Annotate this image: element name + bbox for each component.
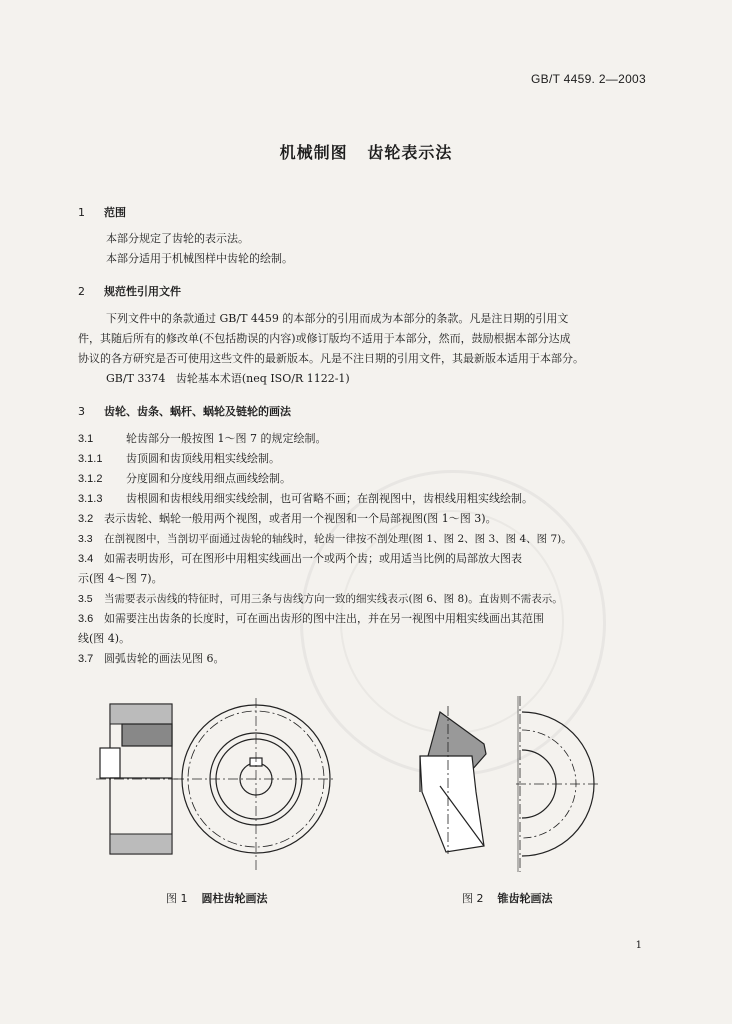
gear-tooth-section xyxy=(122,724,172,746)
clause-number: 3.7 xyxy=(78,653,94,665)
figure-number: 图 2 xyxy=(462,892,484,905)
clause xyxy=(78,589,658,609)
clause xyxy=(78,429,658,449)
standard-code: GB/T 4459. 2—2003 xyxy=(531,72,646,86)
clause-number: 3.1.3 xyxy=(78,493,103,505)
gear-hub-left xyxy=(100,748,120,778)
clause-text: 表示齿轮、蜗轮一般用两个视图，或者用一个视图和一个局部视图(图 1～图 3)。 xyxy=(104,512,497,525)
section-2-line-2: 件，其随后所有的修改单(不包括勘误的内容)或修订版均不适用于本部分，然而，鼓励根据本部分达成 xyxy=(78,332,571,345)
clause xyxy=(78,489,658,509)
bevel-body xyxy=(420,756,484,852)
clause-number: 3.3 xyxy=(78,533,93,545)
clause-text: 轮齿部分一般按图 1～图 7 的规定绘制。 xyxy=(126,432,327,445)
clause-number: 3.6 xyxy=(78,613,94,625)
figure-number: 图 1 xyxy=(166,892,188,905)
clause-text: 如需要注出齿条的长度时，可在画出齿形的图中注出，并在另一视图中用粗实线画出其范围 xyxy=(104,612,544,625)
clause-text: 分度圆和分度线用细点画线绘制。 xyxy=(126,472,291,485)
section-2-line-3: 协议的各方研究是否可使用这些文件的最新版本。凡是不注日期的引用文件，其最新版本适用于本部分。 xyxy=(78,352,584,365)
clause-number: 3.1.1 xyxy=(78,453,103,465)
clause xyxy=(78,449,658,469)
section-title: 范围 xyxy=(104,206,126,219)
gear-hatch-bottom xyxy=(110,834,172,854)
clause-text: 如需表明齿形，可在图形中用粗实线画出一个或两个齿；或用适当比例的局部放大图表 xyxy=(104,552,522,565)
clause-text: 齿根圆和齿根线用细实线绘制，也可省略不画；在剖视图中，齿根线用粗实线绘制。 xyxy=(126,492,533,505)
clause xyxy=(78,509,658,529)
figure-1-caption xyxy=(166,890,268,906)
section-title: 规范性引用文件 xyxy=(104,285,181,298)
clause xyxy=(78,609,658,629)
document-title: 机械制图 齿轮表示法 xyxy=(279,143,453,162)
section-title: 齿轮、齿条、蜗杆、蜗轮及链轮的画法 xyxy=(104,405,291,418)
clause-number: 3.1 xyxy=(78,433,94,445)
gear-hatch-top xyxy=(110,704,172,724)
section-number: 2 xyxy=(78,285,85,298)
clause-number: 3.4 xyxy=(78,553,94,565)
clause-number: 3.1.2 xyxy=(78,473,103,485)
clause-continuation: 示(图 4～图 7)。 xyxy=(78,572,163,585)
clause-text: 圆弧齿轮的画法见图 6。 xyxy=(104,652,225,665)
clause-continuation: 线(图 4)。 xyxy=(78,632,131,645)
section-number: 3 xyxy=(78,405,85,418)
section-3-heading xyxy=(78,403,291,419)
clause-text: 当需要表示齿线的特征时，可用三条与齿线方向一致的细实线表示(图 6、图 8)。直齿则不需表示。 xyxy=(104,593,563,605)
clause-number: 3.5 xyxy=(78,593,93,605)
section-1-heading xyxy=(78,204,126,220)
page-number: 1 xyxy=(635,940,642,951)
clause xyxy=(78,529,658,549)
clause xyxy=(78,469,658,489)
figure-2-bevel-gear-drawing xyxy=(412,696,612,876)
clause xyxy=(78,649,658,669)
figure-caption-text: 锥齿轮画法 xyxy=(497,892,553,905)
clause xyxy=(78,549,658,569)
clause-text: 在剖视图中，当剖切平面通过齿轮的轴线时，轮齿一律按不剖处理(图 1、图 2、图 3、图 4、图 7)。 xyxy=(104,533,572,545)
figure-2-caption xyxy=(462,890,553,906)
section-number: 1 xyxy=(78,206,85,219)
section-2-heading xyxy=(78,283,181,299)
figure-1-spur-gear-drawing xyxy=(96,698,336,874)
section-1-line-1: 本部分规定了齿轮的表示法。 xyxy=(106,232,249,245)
section-1-line-2: 本部分适用于机械图样中齿轮的绘制。 xyxy=(106,252,293,265)
reference-entry: GB/T 3374 齿轮基本术语(neq ISO/R 1122-1) xyxy=(106,372,350,385)
section-2-line-1: 下列文件中的条款通过 GB/T 4459 的本部分的引用而成为本部分的条款。凡是注日期的引用文 xyxy=(106,312,569,325)
figure-caption-text: 圆柱齿轮画法 xyxy=(201,892,268,905)
clause-number: 3.2 xyxy=(78,513,94,525)
clause-text: 齿顶圆和齿顶线用粗实线绘制。 xyxy=(126,452,280,465)
